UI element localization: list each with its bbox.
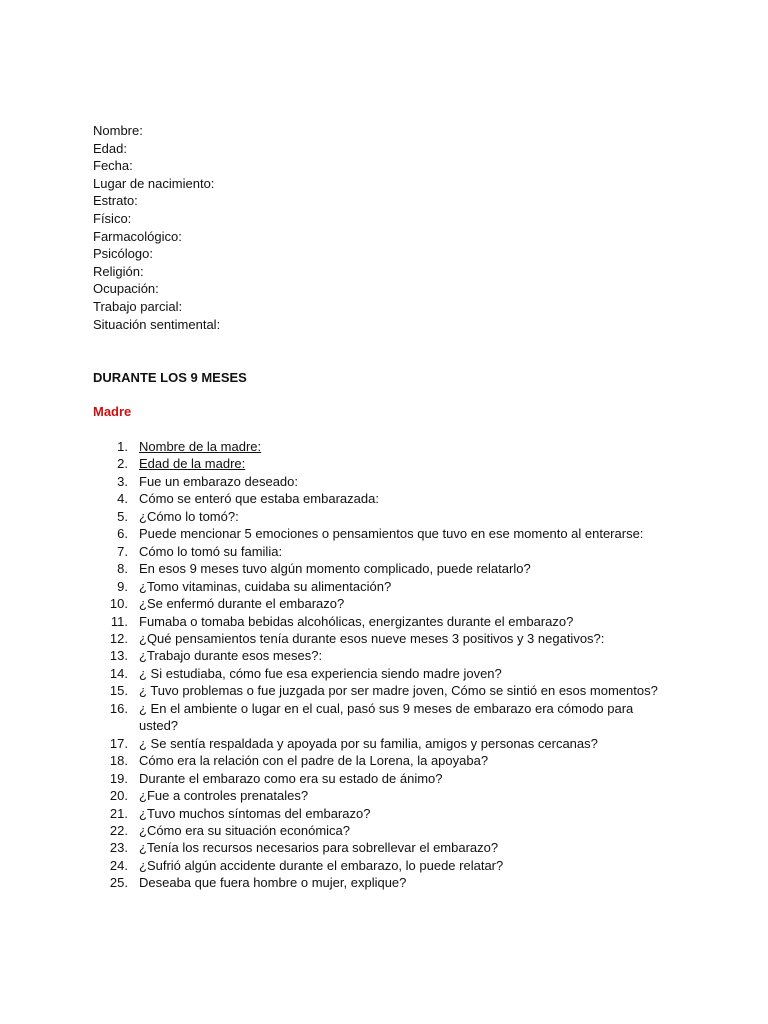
question-item xyxy=(93,508,673,525)
question-number: 14. xyxy=(109,665,128,681)
question-item xyxy=(93,560,673,577)
field-farmacologico: Farmacológico: xyxy=(93,228,182,244)
field-nombre: Nombre: xyxy=(93,123,143,138)
question-text: Cómo se enteró que estaba embarazada: xyxy=(139,491,379,507)
field-edad: Edad: xyxy=(93,140,127,156)
question-number: 3. xyxy=(117,473,128,489)
question-text: Cómo era la relación con el padre de la Lorena, la apoyaba? xyxy=(139,753,489,769)
field-psicologo: Psicólogo: xyxy=(93,246,153,262)
question-item xyxy=(93,438,673,455)
question-text: Durante el embarazo como era su estado de ánimo? xyxy=(139,770,443,786)
question-list xyxy=(93,438,673,892)
question-text: Nombre de la madre: xyxy=(139,439,262,454)
question-number: 17. xyxy=(109,735,128,751)
question-number: 19. xyxy=(109,770,128,786)
question-number: 16. xyxy=(109,700,128,716)
question-number: 22. xyxy=(109,822,128,838)
question-item xyxy=(93,665,673,682)
field-estrato: Estrato: xyxy=(93,193,138,209)
question-text: ¿Tenía los recursos necesarios para sobrellevar el embarazo? xyxy=(139,840,499,856)
field-fisico: Físico: xyxy=(93,210,132,226)
question-text: Deseaba que fuera hombre o mujer, explique? xyxy=(139,875,407,891)
question-item xyxy=(93,735,673,752)
question-item xyxy=(93,543,673,560)
field-trabajo-parcial: Trabajo parcial: xyxy=(93,298,183,314)
field-ocupacion: Ocupación: xyxy=(93,281,159,297)
question-item xyxy=(93,839,673,856)
question-number: 15. xyxy=(109,683,128,699)
question-item xyxy=(93,613,673,630)
question-item xyxy=(93,752,673,769)
question-number: 9. xyxy=(117,578,128,594)
question-number: 2. xyxy=(117,456,128,472)
question-text: ¿Cómo era su situación económica? xyxy=(139,822,350,838)
question-number: 12. xyxy=(109,630,128,646)
question-text: ¿Fue a controles prenatales? xyxy=(139,788,309,804)
question-text: Puede mencionar 5 emociones o pensamientos que tuvo en ese momento al enterarse: xyxy=(139,526,644,542)
question-number: 23. xyxy=(109,840,128,856)
question-text: ¿Tomo vitaminas, cuidaba su alimentación? xyxy=(139,578,392,594)
question-number: 6. xyxy=(117,526,128,542)
question-item xyxy=(93,682,673,699)
question-item xyxy=(93,630,673,647)
question-item xyxy=(93,490,673,507)
question-number: 4. xyxy=(117,491,128,507)
field-situacion-sentimental: Situación sentimental: xyxy=(93,316,221,332)
personal-info-fields xyxy=(93,122,220,333)
question-text: Cómo lo tomó su familia: xyxy=(139,543,283,559)
question-item xyxy=(93,770,673,787)
question-text: ¿Trabajo durante esos meses?: xyxy=(139,648,323,664)
field-fecha: Fecha: xyxy=(93,158,133,174)
question-item xyxy=(93,805,673,822)
question-item xyxy=(93,787,673,804)
question-text: ¿Se enfermó durante el embarazo? xyxy=(139,596,345,612)
question-text: ¿ Si estudiaba, cómo fue esa experiencia siendo madre joven? xyxy=(139,665,502,681)
question-text: ¿Qué pensamientos tenía durante esos nueve meses 3 positivos y 3 negativos?: xyxy=(139,630,605,646)
question-number: 1. xyxy=(117,439,128,454)
question-item xyxy=(93,525,673,542)
question-number: 7. xyxy=(117,543,128,559)
question-number: 20. xyxy=(109,788,128,804)
question-number: 25. xyxy=(109,875,128,891)
question-text: Fue un embarazo deseado: xyxy=(139,473,298,489)
question-item xyxy=(93,874,673,891)
question-item xyxy=(93,822,673,839)
question-item xyxy=(93,857,673,874)
question-text: ¿ En el ambiente o lugar en el cual, pasó sus 9 meses de embarazo era cómodo para usted? xyxy=(139,700,634,734)
question-item xyxy=(93,700,673,735)
question-text: ¿ Tuvo problemas o fue juzgada por ser madre joven, Cómo se sintió en esos momentos? xyxy=(139,683,658,699)
question-number: 5. xyxy=(117,508,128,524)
question-number: 8. xyxy=(117,561,128,577)
field-religion: Religión: xyxy=(93,263,144,279)
question-text: ¿Tuvo muchos síntomas del embarazo? xyxy=(139,805,371,821)
question-item xyxy=(93,578,673,595)
question-item xyxy=(93,473,673,490)
subsection-title: Madre xyxy=(93,404,132,419)
question-text: Edad de la madre: xyxy=(139,456,246,472)
field-lugar-nacimiento: Lugar de nacimiento: xyxy=(93,175,215,191)
question-text: ¿Cómo lo tomó?: xyxy=(139,508,239,524)
question-text: ¿Sufrió algún accidente durante el embarazo, lo puede relatar? xyxy=(139,857,504,873)
section-title: DURANTE LOS 9 MESES xyxy=(93,370,247,385)
question-number: 11. xyxy=(110,613,128,629)
question-text: ¿ Se sentía respaldada y apoyada por su familia, amigos y personas cercanas? xyxy=(139,735,598,751)
question-item xyxy=(93,595,673,612)
question-number: 18. xyxy=(109,753,128,769)
question-number: 21. xyxy=(109,805,128,821)
question-number: 10. xyxy=(109,596,128,612)
question-item xyxy=(93,455,673,472)
question-number: 24. xyxy=(109,857,128,873)
question-item xyxy=(93,647,673,664)
question-number: 13. xyxy=(109,648,128,664)
question-text: En esos 9 meses tuvo algún momento complicado, puede relatarlo? xyxy=(139,561,531,577)
question-text: Fumaba o tomaba bebidas alcohólicas, energizantes durante el embarazo? xyxy=(139,613,574,629)
